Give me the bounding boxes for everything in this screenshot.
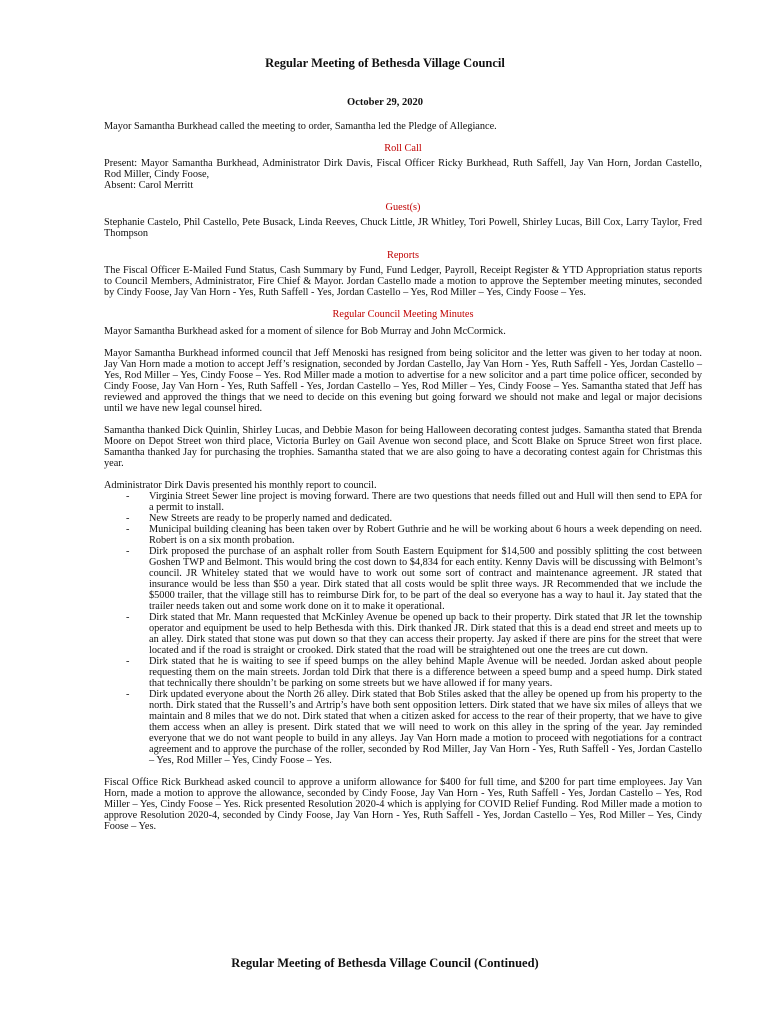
- page-title: Regular Meeting of Bethesda Village Council: [265, 56, 505, 70]
- list-item: [104, 491, 702, 513]
- list-item: [104, 513, 702, 524]
- dash-bullet: -: [126, 689, 130, 700]
- present-list: Present: Mayor Samantha Burkhead, Administrator Dirk Davis, Fiscal Officer Ricky Burkhead, Ruth Saffell, Jay Van Horn, Jordan Castello, Rod Miller, Cindy Foose,: [104, 158, 702, 180]
- admin-report-list: [104, 491, 702, 766]
- list-item-text: New Streets are ready to be properly named and dedicated.: [149, 513, 393, 524]
- minutes-paragraph: Mayor Samantha Burkhead asked for a moment of silence for Bob Murray and John McCormick.: [104, 326, 506, 337]
- list-item-text: Dirk stated that he is waiting to see if speed bumps on the alley behind Maple Avenue will be needed. Jordan asked about people requesting them on the main streets. Jordan told Dirk that there is a difference between a speed bump and a speed hump. Dirk stated that technically there shouldn’t be parking on some streets but we have allowed if for many years.: [149, 656, 702, 689]
- dash-bullet: -: [126, 546, 130, 557]
- dash-bullet: -: [126, 491, 130, 502]
- reports-heading: Reports: [386, 250, 420, 261]
- dash-bullet: -: [126, 656, 130, 667]
- minutes-paragraph: Mayor Samantha Burkhead informed council that Jeff Menoski has resigned from being solicitor and the letter was given to her today at noon. Jay Van Horn made a motion to accept Jeff’s resignation, seconded by Jordan Castello, Jay Van Horn - Yes, Ruth Saffell - Yes, Jordan Castello – Yes, Rod Miller – Yes, Cindy Foose – Yes. Rod Miller made a motion to advertise for a new solicitor and a part time police officer, seconded by Cindy Foose, Jay Van Horn - Yes, Ruth Saffell - Yes, Jordan Castello – Yes, Rod Miller – Yes, Cindy Foose – Yes. Samantha stated that Jeff has reviewed and approved the things that we need to decide on this evening but going forward we should not make and legal or major decisions until we have new legal counsel hired.: [104, 348, 702, 414]
- minutes-paragraph: Samantha thanked Dick Quinlin, Shirley Lucas, and Debbie Mason for being Halloween decorating contest judges. Samantha stated that Brenda Moore on Depot Street won third place, Victoria Burley on Gail Avenue won second place, and Scott Blake on Spruce Street won first place. Samantha thanked Jay for purchasing the trophies. Samantha stated that we are also going to have a decorating contest again for Christmas this year.: [104, 425, 702, 469]
- continued-title: Regular Meeting of Bethesda Village Council (Continued): [231, 956, 539, 970]
- list-item: [104, 612, 702, 656]
- guests-heading: Guest(s): [385, 202, 421, 213]
- reports-paragraph: The Fiscal Officer E-Mailed Fund Status, Cash Summary by Fund, Fund Ledger, Payroll, Receipt Register & YTD Appropriation status reports to Council Members, Administrator, Fire Chief & Mayor. Jordan Castello made a motion to approve the September meeting minutes, seconded by Cindy Foose, Jay Van Horn - Yes, Ruth Saffell - Yes, Jordan Castello – Yes, Rod Miller – Yes, Cindy Foose – Yes.: [104, 265, 702, 298]
- absent-list: Absent: Carol Merritt: [104, 180, 194, 191]
- list-item: [104, 524, 702, 546]
- list-item: [104, 546, 702, 612]
- list-item-text: Dirk updated everyone about the North 26 alley. Dirk stated that Bob Stiles asked that the alley be opened up from his property to the north. Dirk stated that the Russell’s and Artrip’s have both sent opposition letters. Dirk stated that we have six miles of alleys that we maintain and 8 miles that we do not. Dirk stated that when a citizen asked for access to the rear of their property, that we have to give them access when an alley is present. Dirk stated that we will need to work on this alley in the spring of the year. Jay reminded everyone that we do not want people to build in any alleys. Jay Van Horn made a motion to proceed with negotiations for a contract agreement and to approve the purchase of the roller, seconded by Rod Miller, Jay Van Horn - Yes, Ruth Saffell - Yes, Jordan Castello – Yes, Rod Miller – Yes, Cindy Foose – Yes.: [149, 689, 702, 766]
- guests-list: Stephanie Castelo, Phil Castello, Pete Busack, Linda Reeves, Chuck Little, JR Whitley, Tori Powell, Shirley Lucas, Bill Cox, Larry Taylor, Fred Thompson: [104, 217, 702, 239]
- list-item: [104, 689, 702, 766]
- list-item-text: Dirk proposed the purchase of an asphalt roller from South Eastern Equipment for $14,500 and possibly splitting the cost between Goshen TWP and Belmont. This would bring the cost down to $4,834 for each entity. Kenny Davis will be discussing with Belmont’s council. JR Whiteley stated that we would have to work out some sort of contract and maintenance agreement. JR stated that insurance would be less than $50 a year. Dirk stated that all costs would be split three ways. JR Recommended that we include the $5000 trailer, that the village still has to reimburse Dirk for, to be part of the deal so everyone has a way to haul it. Jay stated that the trailer needs taken out and some work done on it to make it operational.: [149, 546, 702, 612]
- minutes-heading: Regular Council Meeting Minutes: [332, 309, 474, 320]
- list-item-text: Municipal building cleaning has been taken over by Robert Guthrie and he will be working about 6 hours a week depending on need. Robert is on a six month probation.: [149, 524, 702, 546]
- meeting-date: October 29, 2020: [347, 97, 423, 108]
- list-item: [104, 656, 702, 689]
- list-item-text: Dirk stated that Mr. Mann requested that McKinley Avenue be opened up back to their property. Dirk stated that JR let the township operator and equipment be used to help Bethesda with this. Dirk thanked JR. Dirk stated that this is a dead end street and meets up to an alley. Dirk stated that stone was put down so that they can access their property. Jay asked if there are pins for the street that were located and if the road is straight or crooked. Dirk stated that the road will be straightened out one the trees are cut down.: [149, 612, 702, 656]
- admin-report-intro: Administrator Dirk Davis presented his monthly report to council.: [104, 480, 377, 491]
- list-item-text: Virginia Street Sewer line project is moving forward. There are two questions that needs filled out and Hull will then send to EPA for a permit to install.: [149, 491, 702, 513]
- dash-bullet: -: [126, 513, 130, 524]
- fiscal-paragraph: Fiscal Office Rick Burkhead asked council to approve a uniform allowance for $400 for full time, and $200 for part time employees. Jay Van Horn, made a motion to approve the allowance, seconded by Cindy Foose, Jay Van Horn - Yes, Ruth Saffell - Yes, Jordan Castello – Yes, Rod Miller – Yes, Cindy Foose – Yes. Rick presented Resolution 2020-4 which is applying for COVID Relief Funding. Rod Miller made a motion to approve Resolution 2020-4, seconded by Cindy Foose, Jay Van Horn - Yes, Ruth Saffell - Yes, Jordan Castello – Yes, Rod Miller – Yes, Cindy Foose – Yes.: [104, 777, 702, 832]
- dash-bullet: -: [126, 524, 130, 535]
- minutes-body: [104, 121, 702, 843]
- roll-call-heading: Roll Call: [384, 143, 422, 154]
- dash-bullet: -: [126, 612, 130, 623]
- opening-paragraph: Mayor Samantha Burkhead called the meeting to order, Samantha led the Pledge of Allegiance.: [104, 121, 497, 132]
